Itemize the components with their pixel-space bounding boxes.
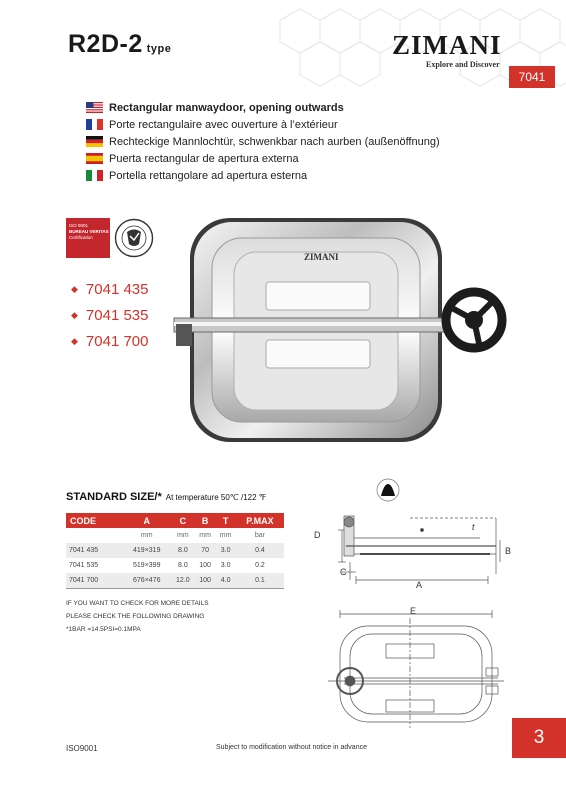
table-cell: mm <box>140 532 153 539</box>
product-title <box>68 30 171 59</box>
product-code: 7041 435 <box>85 280 149 298</box>
language-descriptions <box>86 99 440 184</box>
product-code-list <box>71 276 149 354</box>
table-cell: 3.0 <box>215 543 236 558</box>
language-text: Porte rectangulaire avec ouverture à l’extérieur <box>109 118 338 131</box>
note-line: PLEASE CHECK THE FOLLOWING DRAWING <box>66 613 205 620</box>
model-suffix: type <box>146 43 172 55</box>
table-cell: 419×319 <box>123 543 171 558</box>
table-cell: 8.0 <box>177 562 188 569</box>
dimension-label-e: E <box>410 606 417 616</box>
language-text: Rectangular manwaydoor, opening outwards <box>109 101 344 114</box>
table-cell: mm <box>177 532 189 539</box>
column-header: B <box>195 513 216 528</box>
column-header: CODE <box>66 513 123 528</box>
dimension-label-c: C <box>340 567 347 577</box>
photo-brand-label: ZIMANI <box>304 252 339 262</box>
dimension-label-t: t <box>472 522 475 532</box>
table-header-row <box>66 513 284 528</box>
language-row-fr <box>86 116 440 133</box>
dimension-label-b: B <box>505 546 512 556</box>
bullet-icon: ◆ <box>71 309 78 320</box>
product-code-item <box>71 276 149 302</box>
table-cell: 4.0 <box>215 573 236 589</box>
table-row <box>66 558 284 573</box>
table-cell: 0.2 <box>255 562 265 569</box>
bureau-veritas-seal-icon <box>114 218 154 258</box>
table-cell: mm <box>199 532 211 539</box>
table-cell: mm <box>219 532 232 539</box>
table-row <box>66 543 284 558</box>
cert-line-2: BUREAU VERITAS <box>69 229 109 234</box>
footer-note: Subject to modification without notice in advance <box>216 744 367 751</box>
standard-size-table <box>66 513 284 589</box>
table-cell: 3.0 <box>220 562 231 569</box>
standard-size-title: STANDARD SIZE/* <box>66 491 162 503</box>
table-cell: 0.1 <box>236 573 284 589</box>
table-row <box>66 573 284 589</box>
cert-line-1: ISO 9001 <box>69 223 89 228</box>
table-cell: 70 <box>195 543 216 558</box>
table-cell <box>66 528 123 543</box>
language-text: Puerta rectangular de apertura externa <box>109 152 299 165</box>
table-notes <box>66 597 209 636</box>
table-cell: 519×399 <box>133 562 161 569</box>
table-cell: 100 <box>195 573 216 589</box>
manway-door-photo <box>172 214 512 454</box>
dimension-label-d: D <box>314 530 321 540</box>
language-row-en <box>86 99 440 116</box>
note-line: *1BAR =14.5PSI=0.1MPA <box>66 626 141 633</box>
bullet-icon: ◆ <box>71 283 78 294</box>
table-cell: 12.0 <box>171 573 195 589</box>
table-cell: 7041 700 <box>66 573 123 589</box>
table-cell: bar <box>254 532 265 539</box>
certification-badge <box>66 218 168 258</box>
cert-line-3: Certification <box>69 235 93 240</box>
it-flag-icon <box>86 170 103 181</box>
table-units-row <box>66 528 284 543</box>
product-code-item <box>71 302 149 328</box>
es-flag-icon <box>86 153 103 164</box>
certification-label-box <box>66 218 110 258</box>
table-cell: 7041 535 <box>69 562 99 569</box>
column-header: C <box>171 513 195 528</box>
product-code: 7041 535 <box>85 306 149 324</box>
temperature-note: At temperature 50℃ /122 ℉ <box>165 493 267 502</box>
model-name: R2D-2 <box>68 30 143 58</box>
dimension-label-a: A <box>416 580 423 590</box>
language-row-es <box>86 150 440 167</box>
brand-logo: ZIMANI <box>392 30 502 60</box>
iso-label: ISO9001 <box>66 744 98 753</box>
table-cell: 100 <box>199 562 211 569</box>
language-row-it <box>86 167 440 184</box>
brand-tagline: Explore and Discover <box>426 60 500 69</box>
product-code-item <box>71 328 149 354</box>
language-row-de <box>86 133 440 150</box>
us-flag-icon <box>86 102 103 113</box>
standard-size-heading <box>66 491 266 503</box>
de-flag-icon <box>86 136 103 147</box>
language-text: Rechteckige Mannlochtür, schwenkbar nach aurben (außenöffnung) <box>109 135 440 148</box>
fr-flag-icon <box>86 119 103 130</box>
series-code-tab: 7041 <box>509 66 555 88</box>
table-cell: 0.4 <box>236 543 284 558</box>
column-header: T <box>215 513 236 528</box>
column-header: P.MAX <box>236 513 284 528</box>
table-cell: 676×476 <box>123 573 171 589</box>
page-number: 3 <box>512 718 566 758</box>
column-header: A <box>123 513 171 528</box>
table-cell: 7041 435 <box>66 543 123 558</box>
table-cell: 8.0 <box>171 543 195 558</box>
bullet-icon: ◆ <box>71 335 78 346</box>
technical-drawing <box>300 478 522 730</box>
language-text: Portella rettangolare ad apertura esterna <box>109 169 308 182</box>
note-line: IF YOU WANT TO CHECK FOR MORE DETAILS <box>66 600 209 607</box>
product-code: 7041 700 <box>85 332 149 350</box>
